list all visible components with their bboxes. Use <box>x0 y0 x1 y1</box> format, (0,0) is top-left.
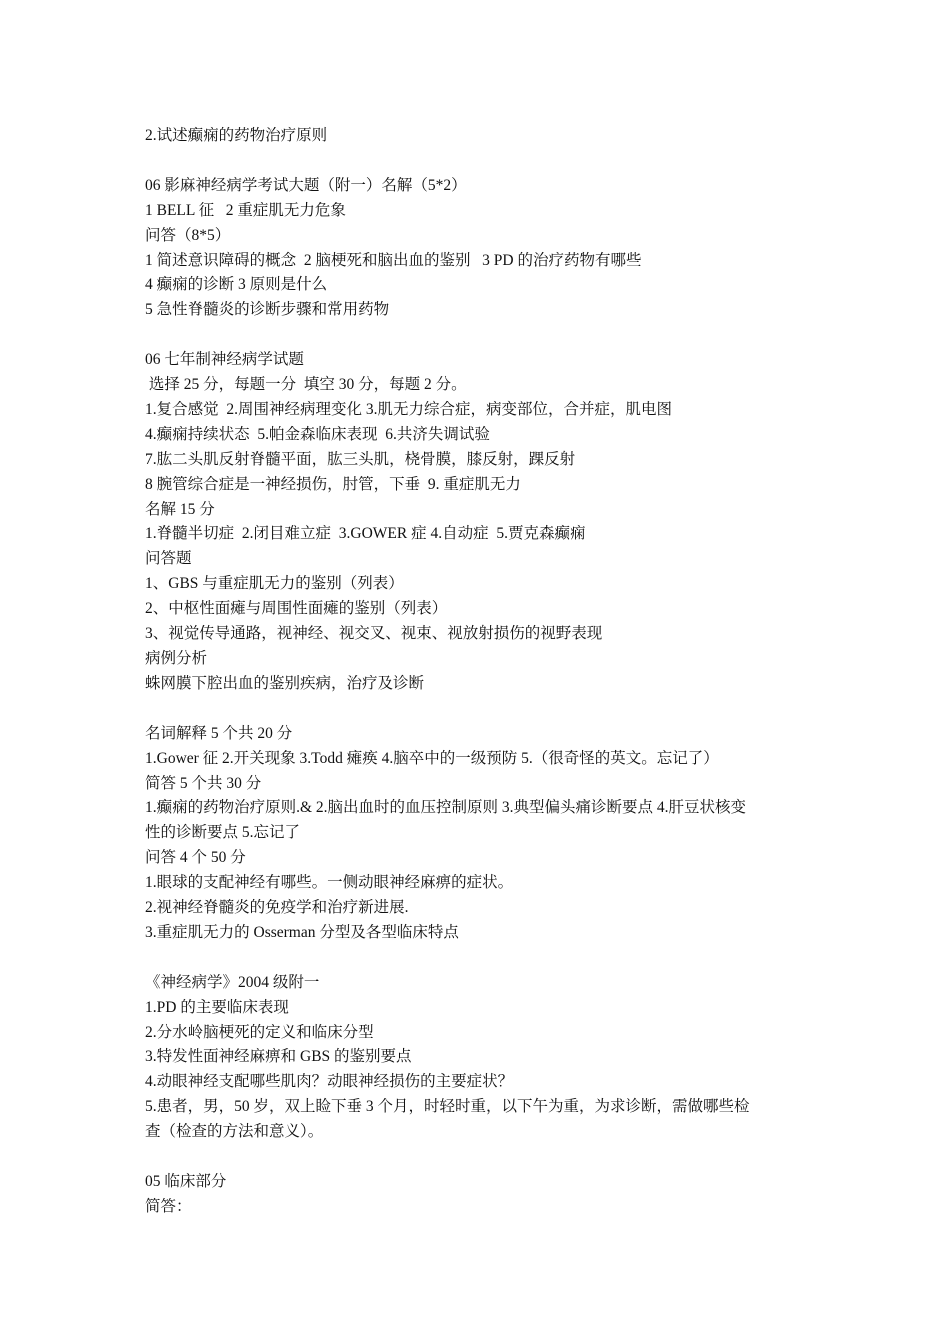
section-heading: 06 七年制神经病学试题 <box>145 351 304 369</box>
text-line: 7.肱二头肌反射脊髓平面，肱三头肌，桡骨膜，膝反射，踝反射 <box>145 450 576 468</box>
subheading: 简答： <box>145 1197 192 1215</box>
text-line: 1.癫痫的药物治疗原则.& 2.脑出血时的血压控制原则 3.典型偏头痛诊断要点 4.肝豆状核变 <box>145 799 747 817</box>
text-line: 查（检查的方法和意义）。 <box>145 1123 324 1141</box>
text-line: 5 急性脊髓炎的诊断步骤和常用药物 <box>145 301 390 319</box>
section-05-clinical <box>145 1170 813 1220</box>
text-line: 1、GBS 与重症肌无力的鉴别（列表） <box>145 575 404 593</box>
text-line: 1.复合感觉 2.周围神经病理变化 3.肌无力综合症，病变部位，合并症，肌电图 <box>145 400 673 418</box>
text-line: 4 癫痫的诊断 3 原则是什么 <box>145 276 328 294</box>
section-06-seven-year-exam <box>145 348 813 697</box>
text-line: 5.患者，男，50 岁，双上睑下垂 3 个月，时轻时重，以下午为重，为求诊断，需做哪些检 <box>145 1098 750 1116</box>
section-term-definitions <box>145 722 813 946</box>
section-heading: 06 影麻神经病学考试大题（附一）名解（5*2） <box>145 176 467 194</box>
blank-line <box>145 946 813 971</box>
subheading: 问答（8*5） <box>145 226 231 244</box>
subheading: 名解 15 分 <box>145 500 215 518</box>
text-line: 1.Gower 征 2.开关现象 3.Todd 瘫痪 4.脑卒中的一级预防 5.（很奇怪的英文。忘记了） <box>145 749 719 767</box>
text-line: 4.动眼神经支配哪些肌肉？动眼神经损伤的主要症状？ <box>145 1073 514 1091</box>
text-line: 2、中枢性面瘫与周围性面瘫的鉴别（列表） <box>145 600 448 618</box>
text-line: 选择 25 分，每题一分 填空 30 分，每题 2 分。 <box>145 376 467 394</box>
blank-line <box>145 323 813 348</box>
text-line: 2.视神经脊髓炎的免疫学和治疗新进展. <box>145 899 409 917</box>
document-body <box>145 124 813 1220</box>
text-line: 8 腕管综合症是一神经损伤，肘管，下垂 9. 重症肌无力 <box>145 475 521 493</box>
subheading: 病例分析 <box>145 650 208 667</box>
section-epilepsy-question <box>145 124 813 149</box>
text-line: 1.脊髓半切症 2.闭目难立症 3.GOWER 症 4.自动症 5.贾克森癫痫 <box>145 525 586 543</box>
subheading: 问答题 <box>145 550 192 568</box>
text-line: 1.PD 的主要临床表现 <box>145 998 289 1016</box>
section-heading: 05 临床部分 <box>145 1172 227 1190</box>
text-line: 性的诊断要点 5.忘记了 <box>145 824 301 842</box>
section-heading: 《神经病学》2004 级附一 <box>145 973 320 991</box>
blank-line <box>145 697 813 722</box>
subheading: 简答 5 个共 30 分 <box>145 774 262 792</box>
blank-line <box>145 149 813 174</box>
text-line: 3.重症肌无力的 Osserman 分型及各型临床特点 <box>145 923 459 941</box>
text-line: 3.特发性面神经麻痹和 GBS 的鉴别要点 <box>145 1048 412 1066</box>
text-line: 蛛网膜下腔出血的鉴别疾病，治疗及诊断 <box>145 674 425 692</box>
text-line: 2.分水岭脑梗死的定义和临床分型 <box>145 1023 374 1041</box>
section-neurology-2004 <box>145 971 813 1145</box>
text-line: 1.眼球的支配神经有哪些。一侧动眼神经麻痹的症状。 <box>145 874 514 892</box>
subheading: 问答 4 个 50 分 <box>145 849 246 867</box>
text-line: 4.癫痫持续状态 5.帕金森临床表现 6.共济失调试验 <box>145 425 490 443</box>
section-06-imaging-anesthesia-exam <box>145 174 813 323</box>
blank-line <box>145 1145 813 1170</box>
text-line: 1 简述意识障碍的概念 2 脑梗死和脑出血的鉴别 3 PD 的治疗药物有哪些 <box>145 251 642 269</box>
text-line: 1 BELL 征 2 重症肌无力危象 <box>145 201 346 219</box>
text-line: 2.试述癫痫的药物治疗原则 <box>145 127 328 144</box>
subheading: 名词解释 5 个共 20 分 <box>145 724 293 742</box>
text-line: 3、视觉传导通路，视神经、视交叉、视束、视放射损伤的视野表现 <box>145 625 603 643</box>
